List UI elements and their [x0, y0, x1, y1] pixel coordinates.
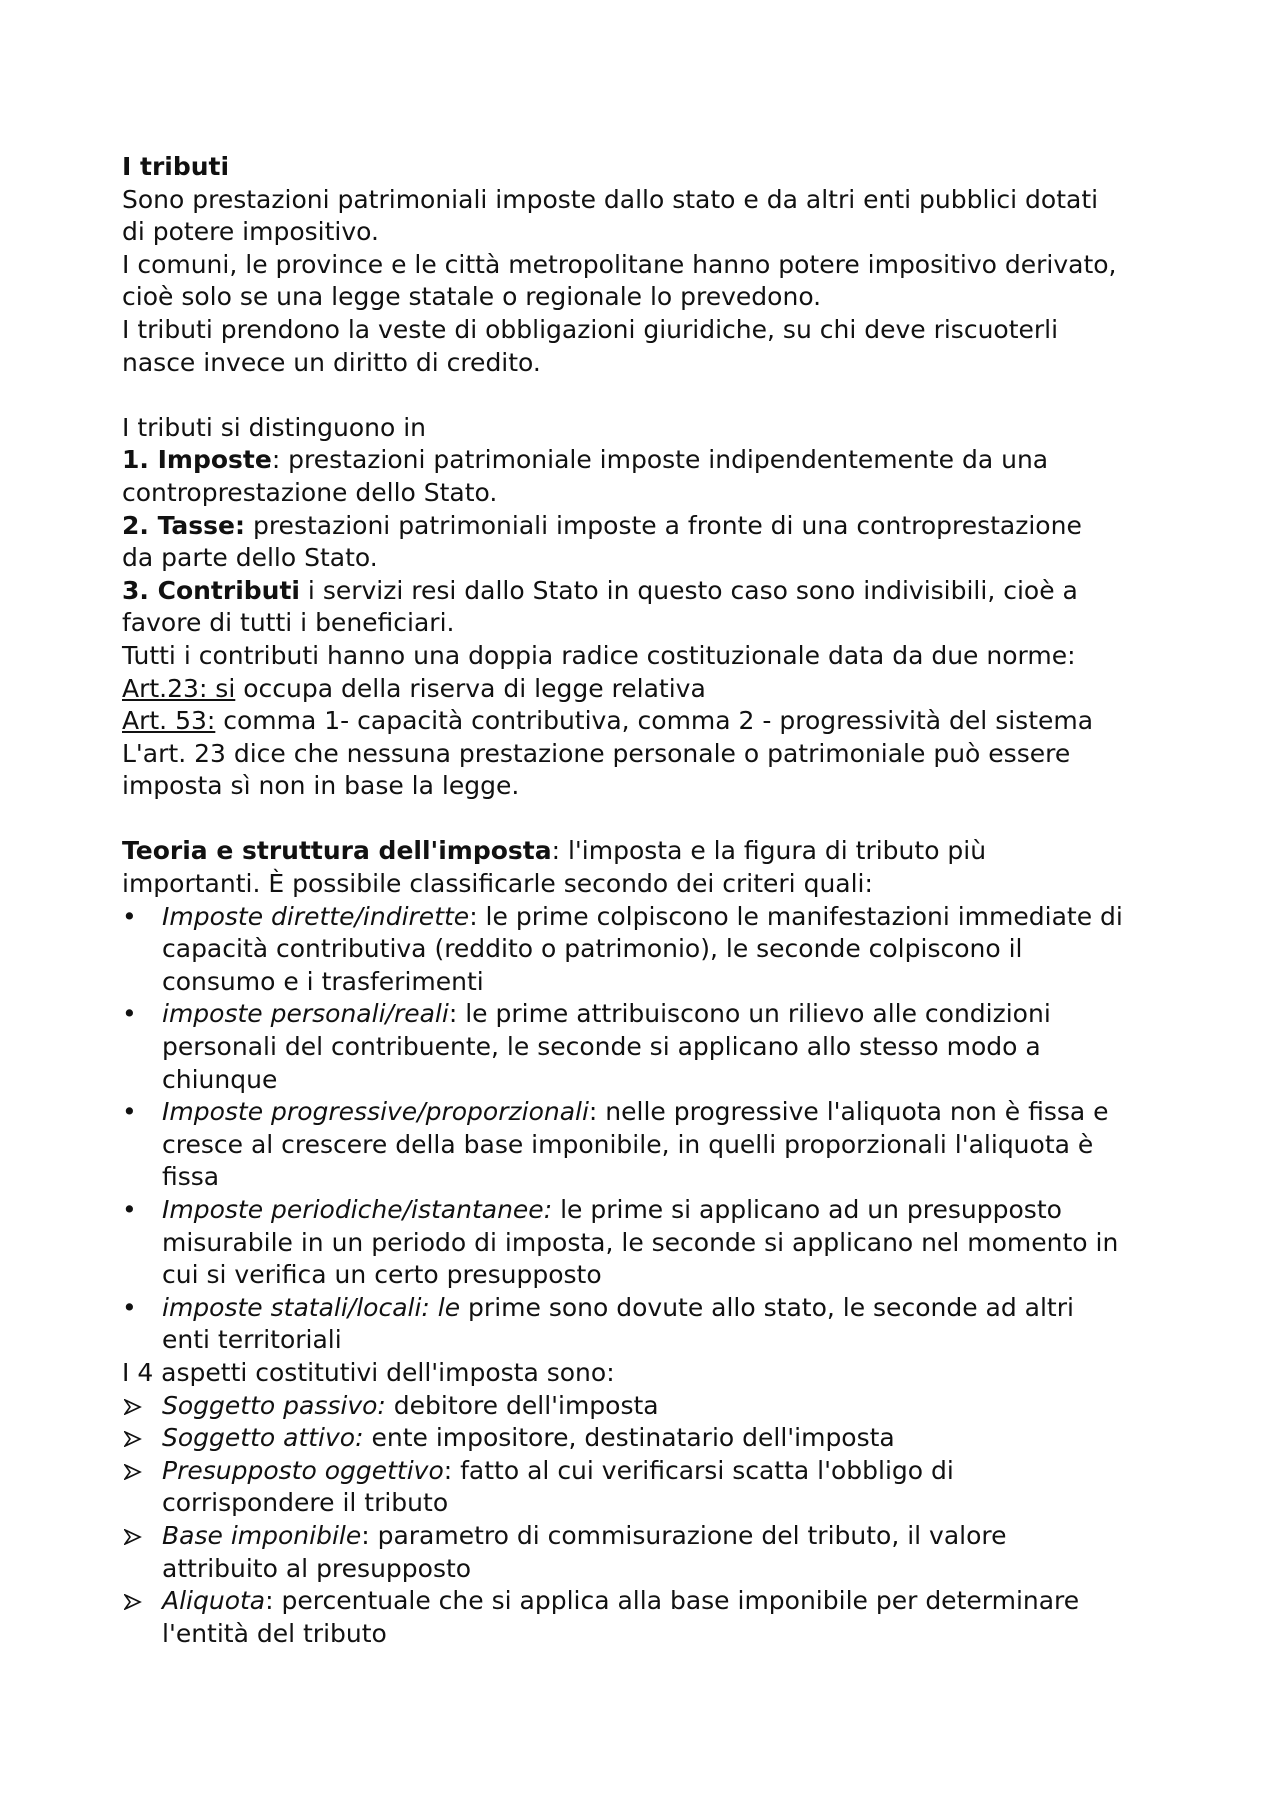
type-imposte — [122, 444, 1172, 477]
classification-term: Imposte periodiche/istantanee: — [162, 1195, 553, 1224]
arrow-bullet-icon — [124, 1431, 142, 1447]
intro-line: di potere impositivo. — [122, 217, 379, 247]
aspect-line — [162, 1455, 1172, 1488]
aspect-text: debitore dell'imposta — [385, 1390, 659, 1420]
document-body — [122, 151, 1172, 1650]
bullet-icon: • — [122, 1195, 137, 1224]
type-label: 1. Imposte — [122, 445, 272, 475]
classification-list — [122, 901, 1172, 1357]
aspect-term: Aliquota — [162, 1586, 266, 1616]
type-text: prestazioni patrimoniali imposte a fronte di una controprestazione — [245, 510, 1082, 540]
intro-line: cioè solo se una legge statale o regionale lo prevedono. — [122, 282, 822, 312]
aspect-term: Base imponibile — [162, 1520, 362, 1550]
intro-line: I comuni, le province e le città metropolitane hanno potere impositivo derivato, — [122, 249, 1117, 279]
spacer — [122, 379, 1172, 412]
art53-ref: Art. 53: — [122, 706, 216, 736]
arrow-bullet-icon — [124, 1529, 142, 1545]
aspect-line-cont: corrispondere il tributo — [162, 1488, 449, 1518]
type-imposte-cont: controprestazione dello Stato. — [122, 477, 498, 507]
bullet-icon: • — [122, 901, 137, 931]
theory-line-cont: importanti. È possibile classificarle secondo dei criteri quali: — [122, 869, 873, 899]
classification-text: : le prime colpiscono le manifestazioni immediate di — [469, 901, 1123, 931]
classification-term: Imposte progressive/proporzionali — [162, 1097, 589, 1127]
intro-line: Sono prestazioni patrimoniali imposte dallo stato e da altri enti pubblici dotati — [122, 184, 1099, 214]
classification-line-cont: consumo e i trasferimenti — [162, 966, 484, 996]
art53-text: comma 1- capacità contributiva, comma 2 - progressività del sistema — [215, 706, 1094, 736]
bullet-icon: • — [122, 999, 137, 1029]
arrow-bullet-icon — [124, 1399, 142, 1415]
classification-line-cont: cui si verifica un certo presupposto — [162, 1260, 602, 1290]
classification-line-cont: capacità contributiva (reddito o patrimonio), le seconde colpiscono il — [162, 934, 1023, 964]
art23-line — [122, 673, 1172, 706]
classification-term: Imposte dirette/indirette — [162, 901, 470, 931]
intro-line: nasce invece un diritto di credito. — [122, 347, 541, 377]
art53-line — [122, 705, 1172, 738]
aspect-line-cont: l'entità del tributo — [162, 1618, 387, 1648]
art23-ref: Art.23: si — [122, 673, 236, 703]
aspect-line-cont: attribuito al presupposto — [162, 1553, 472, 1583]
aspect-term: Presupposto oggettivo — [162, 1455, 444, 1485]
classification-item — [122, 1194, 1172, 1292]
classification-line-cont: chiunque — [162, 1064, 278, 1094]
classification-item — [122, 1096, 1172, 1194]
classification-term: imposte personali/reali — [162, 999, 449, 1029]
classification-line — [162, 901, 1172, 934]
classification-text: prime sono dovute allo stato, le seconde ad altri — [460, 1292, 1074, 1322]
aspect-list — [122, 1390, 1172, 1651]
classification-item — [122, 901, 1172, 999]
classification-term: imposte statali/locali: le — [162, 1292, 461, 1322]
aspect-item — [122, 1455, 1172, 1520]
roots-intro: Tutti i contributi hanno una doppia radice costituzionale data da due norme: — [122, 640, 1076, 670]
classification-line-cont: cresce al crescere della base imponibile, in quelli proporzionali l'aliquota è — [162, 1129, 1094, 1159]
aspect-line — [162, 1422, 1172, 1455]
spacer — [122, 803, 1172, 836]
art23-note: imposta sì non in base la legge. — [122, 771, 520, 801]
distinction-intro: I tributi si distinguono in — [122, 412, 426, 442]
type-text: : prestazioni patrimoniale imposte indipendentemente da una — [271, 445, 1049, 475]
intro-line: I tributi prendono la veste di obbligazioni giuridiche, su chi deve riscuoterli — [122, 314, 1059, 344]
bullet-icon: • — [122, 1292, 137, 1322]
type-label: 2. Tasse: — [122, 510, 246, 540]
bullet-icon: • — [122, 1097, 137, 1127]
classification-line — [162, 1194, 1172, 1227]
classification-line-cont: fissa — [162, 1162, 220, 1192]
art23-note: L'art. 23 dice che nessuna prestazione personale o patrimoniale può essere — [122, 738, 1071, 768]
aspect-text: ente impositore, destinatario dell'imposta — [363, 1423, 895, 1453]
classification-text: : nelle progressive l'aliquota non è fissa e — [588, 1097, 1109, 1127]
aspect-text: : percentuale che si applica alla base imponibile per determinare — [265, 1586, 1080, 1616]
classification-text: : le prime attribuiscono un rilievo alle condizioni — [448, 999, 1051, 1029]
aspect-term: Soggetto passivo: — [162, 1390, 386, 1420]
aspect-item — [122, 1520, 1172, 1585]
aspect-item — [122, 1422, 1172, 1455]
classification-item — [122, 1292, 1172, 1357]
type-text: i servizi resi dallo Stato in questo caso sono indivisibili, cioè a — [299, 575, 1078, 605]
type-label: 3. Contributi — [122, 575, 300, 605]
aspect-line — [162, 1520, 1172, 1553]
aspect-text: : fatto al cui verificarsi scatta l'obbligo di — [443, 1455, 954, 1485]
theory-heading: Teoria e struttura dell'imposta — [122, 836, 552, 866]
classification-item — [122, 998, 1172, 1096]
classification-line — [162, 998, 1172, 1031]
classification-line-cont: misurabile in un periodo di imposta, le seconde si applicano nel momento in — [162, 1227, 1119, 1257]
type-tasse — [122, 510, 1172, 543]
arrow-bullet-icon — [124, 1464, 142, 1480]
classification-text: le prime si applicano ad un presupposto — [552, 1195, 1062, 1224]
classification-line — [162, 1292, 1172, 1325]
type-tasse-cont: da parte dello Stato. — [122, 543, 378, 573]
aspect-text: : parametro di commisurazione del tributo, il valore — [361, 1520, 1007, 1550]
aspect-term: Soggetto attivo: — [162, 1423, 364, 1453]
document-title: I tributi — [122, 152, 230, 181]
aspect-item — [122, 1585, 1172, 1650]
aspects-intro: I 4 aspetti costitutivi dell'imposta sono: — [122, 1357, 615, 1387]
theory-text: : l'imposta e la figura di tributo più — [551, 836, 987, 866]
classification-line — [162, 1096, 1172, 1129]
arrow-bullet-icon — [124, 1594, 142, 1610]
aspect-line — [162, 1585, 1172, 1618]
type-contributi — [122, 575, 1172, 608]
type-contributi-cont: favore di tutti i beneficiari. — [122, 608, 455, 638]
classification-line-cont: enti territoriali — [162, 1325, 342, 1355]
classification-line-cont: personali del contribuente, le seconde si applicano allo stesso modo a — [162, 1032, 1041, 1062]
aspect-line — [162, 1390, 1172, 1423]
art23-text: occupa della riserva di legge relativa — [235, 673, 706, 703]
theory-line — [122, 835, 1172, 868]
aspect-item — [122, 1390, 1172, 1423]
